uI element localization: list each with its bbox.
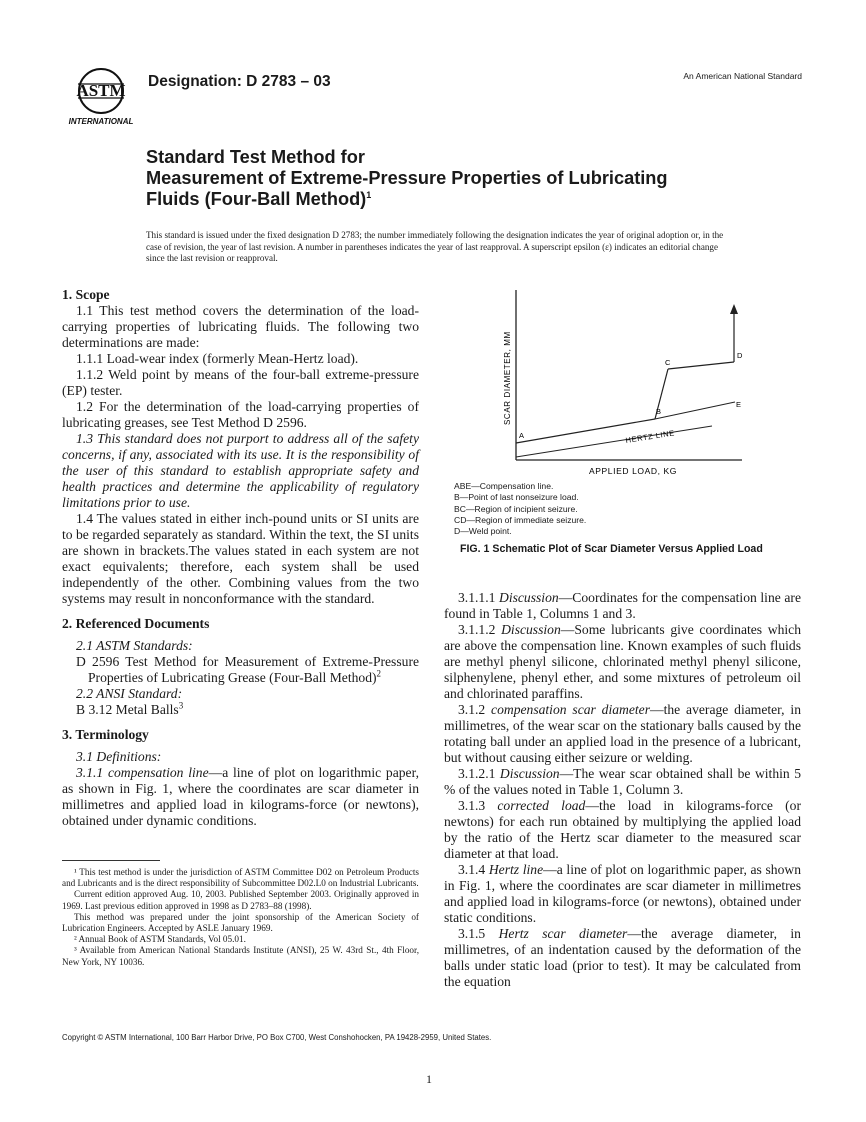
issuance-notice: This standard is issued under the fixed designation D 2783; the number immediately following the designation indicates the year of original adoption or, in the case of revision, the year of last revision. A number in parentheses indicates the year of last reapproval. A superscript epsilon (ε) indicates an editorial change since the last revision or reapproval. [146, 230, 724, 263]
national-standard-label: An American National Standard [683, 71, 802, 81]
immediate-seizure-segment [668, 362, 734, 369]
footnote-divider [62, 860, 160, 861]
footnote-1: ¹ This test method is under the jurisdiction of ASTM Committee D02 on Petroleum Products and Lubricants and is the direct responsibility of Subcommittee D02.L0 on Industrial Lubricants. [62, 867, 419, 889]
paragraph-1-1-2: 1.1.2 Weld point by means of the four-ball extreme-pressure (EP) tester. [62, 367, 419, 398]
paragraph-3-1-4: 3.1.4 Hertz line—a line of plot on logarithmic paper, as shown in Fig. 1, where the coordinates are scar diameter in millimetres and applied load in kilograms-force (or newtons), obtained under static conditions. [444, 862, 802, 925]
document-title [146, 147, 786, 210]
footnote-1-edition: Current edition approved Aug. 10, 2003. Published September 2003. Originally approved in 1969. Last previous edition approved in 1998 as D 2783–88 (1998). [62, 889, 419, 911]
arrow-up-icon [730, 304, 738, 314]
paragraph-2-2: 2.2 ANSI Standard: [76, 686, 183, 701]
title-line-1: Standard Test Method for [146, 147, 365, 167]
title-line-3: Fluids (Four-Ball Method)$^1$ [146, 189, 372, 209]
paragraph-3-1-1: 3.1.1 compensation line—a line of plot on logarithmic paper, as shown in Fig. 1, where the coordinates are scar diameter in millimetres and applied load in kilograms-force (or newtons), obtained under dynamic conditions. [62, 765, 419, 828]
footnote-1-sponsorship: This method was prepared under the joint sponsorship of the American Society of Lubrication Engineers. Accepted by ASLE January 1969. [62, 911, 419, 934]
svg-text:INTERNATIONAL: INTERNATIONAL [68, 117, 134, 126]
copyright-notice: Copyright © ASTM International, 100 Barr Harbor Drive, PO Box C700, West Conshohocken, PA 19428-2959, United States. [62, 1033, 492, 1042]
reference-d2596: D 2596 Test Method for Measurement of Extreme-Pressure Properties of Lubricating Grease (Four-Ball Method)$^2$ [76, 654, 419, 685]
paragraph-1-3: 1.3 This standard does not purport to address all of the safety concerns, if any, associated with its use. It is the responsibility of the user of this standard to establish appropriate safety and health practices and determine the applicability of regulatory limitations prior to use. [62, 431, 419, 510]
point-a-label: A [519, 431, 525, 440]
title-line-2: Measurement of Extreme-Pressure Properties of Lubricating [146, 168, 668, 188]
scar-diameter-plot [480, 280, 750, 485]
figure-1-plot [480, 280, 750, 485]
section-terminology-heading: 3. Terminology [62, 727, 149, 742]
svg-text:ASTM: ASTM [76, 81, 126, 100]
paragraph-1-4: 1.4 The values stated in either inch-pound units or SI units are to be regarded separately as standard. Within the text, the SI units are shown in brackets.The values stated in each system are not exact equivalents; therefore, each system shall be used independently of the other. Combining values from the two systems may result in nonconformance with the standard. [62, 511, 419, 606]
paragraph-3-1-3: 3.1.3 corrected load—the load in kilograms-force (or newtons) for each run obtained by multiplying the applied load by the ratio of the Hertz scar diameter to the measured scar diameter at that load. [444, 798, 801, 861]
paragraph-3-1-5: 3.1.5 Hertz scar diameter—the average diameter, in millimetres, of an indentation caused by the deformation of the balls under static load (prior to test). It may be calculated from the equation [444, 926, 801, 989]
legend-item: D—Weld point. [454, 526, 512, 537]
paragraph-3-1-1-1: 3.1.1.1 Discussion—Coordinates for the compensation line are found in Table 1, Columns 1 and 3. [444, 590, 801, 621]
figure-caption: FIG. 1 Schematic Plot of Scar Diameter Versus Applied Load [460, 543, 763, 555]
footnote-2: ² Annual Book of ASTM Standards, Vol 05.01. [74, 934, 246, 945]
paragraph-1-2: 1.2 For the determination of the load-carrying properties of lubricating greases, see Test Method D 2596. [62, 399, 419, 430]
paragraph-3-1-2: 3.1.2 compensation scar diameter—the average diameter, in millimetres, of the wear scar on the stationary balls caused by the rotating ball under an applied load in the presence of a lubricant, but without causing either seizure or welding. [444, 702, 801, 765]
section-scope-heading: 1. Scope [62, 287, 110, 302]
compensation-line-extension [655, 402, 735, 419]
legend-item: BC—Region of incipient seizure. [454, 503, 578, 514]
y-axis-label: SCAR DIAMETER, MM [503, 331, 512, 425]
paragraph-3-1-2-1: 3.1.2.1 Discussion—The wear scar obtained shall be within 5 % of the values noted in Table 1, Column 3. [444, 766, 801, 797]
paragraph-1-1: 1.1 This test method covers the determination of the load-carrying properties of lubricating fluids. The following two determinations are made: [62, 303, 419, 350]
point-b-label: B [656, 407, 662, 416]
point-c-label: C [665, 358, 671, 367]
designation: Designation: D 2783 – 03 [148, 73, 331, 90]
page-number: 1 [426, 1072, 432, 1086]
paragraph-3-1: 3.1 Definitions: [76, 749, 162, 764]
paragraph-1-1-1: 1.1.1 Load-wear index (formerly Mean-Hertz load). [76, 351, 359, 366]
paragraph-3-1-1-2: 3.1.1.2 Discussion—Some lubricants give coordinates which are above the compensation line. Known examples of such fluids are methyl phenyl silicone, chlorinated methyl phenyl silicone, silphenylene, phenyl ether, and some mixtures of petroleum oil and chlorinated paraffins. [444, 622, 801, 701]
hertz-line [516, 426, 712, 457]
astm-logo [64, 66, 138, 126]
section-referenced-documents-heading: 2. Referenced Documents [62, 616, 210, 631]
paragraph-2-1: 2.1 ASTM Standards: [76, 638, 193, 653]
hertz-line-label: HERTZ LINE [624, 428, 676, 445]
left-column [62, 287, 419, 829]
reference-b3-12: B 3.12 Metal Balls$^3$ [76, 700, 184, 717]
point-d-label: D [737, 351, 743, 360]
right-column [444, 590, 801, 990]
figure-legend [454, 481, 586, 537]
legend-item: CD—Region of immediate seizure. [454, 514, 587, 525]
legend-item: ABE—Compensation line. [454, 481, 554, 491]
x-axis-label: APPLIED LOAD, KG [589, 466, 678, 476]
legend-item: B—Point of last nonseizure load. [454, 492, 579, 503]
footnote-3: ³ Available from American National Standards Institute (ANSI), 25 W. 43rd St., 4th Floor, New York, NY 10036. [62, 945, 419, 967]
footnotes [62, 867, 419, 968]
point-e-label: E [736, 400, 742, 409]
